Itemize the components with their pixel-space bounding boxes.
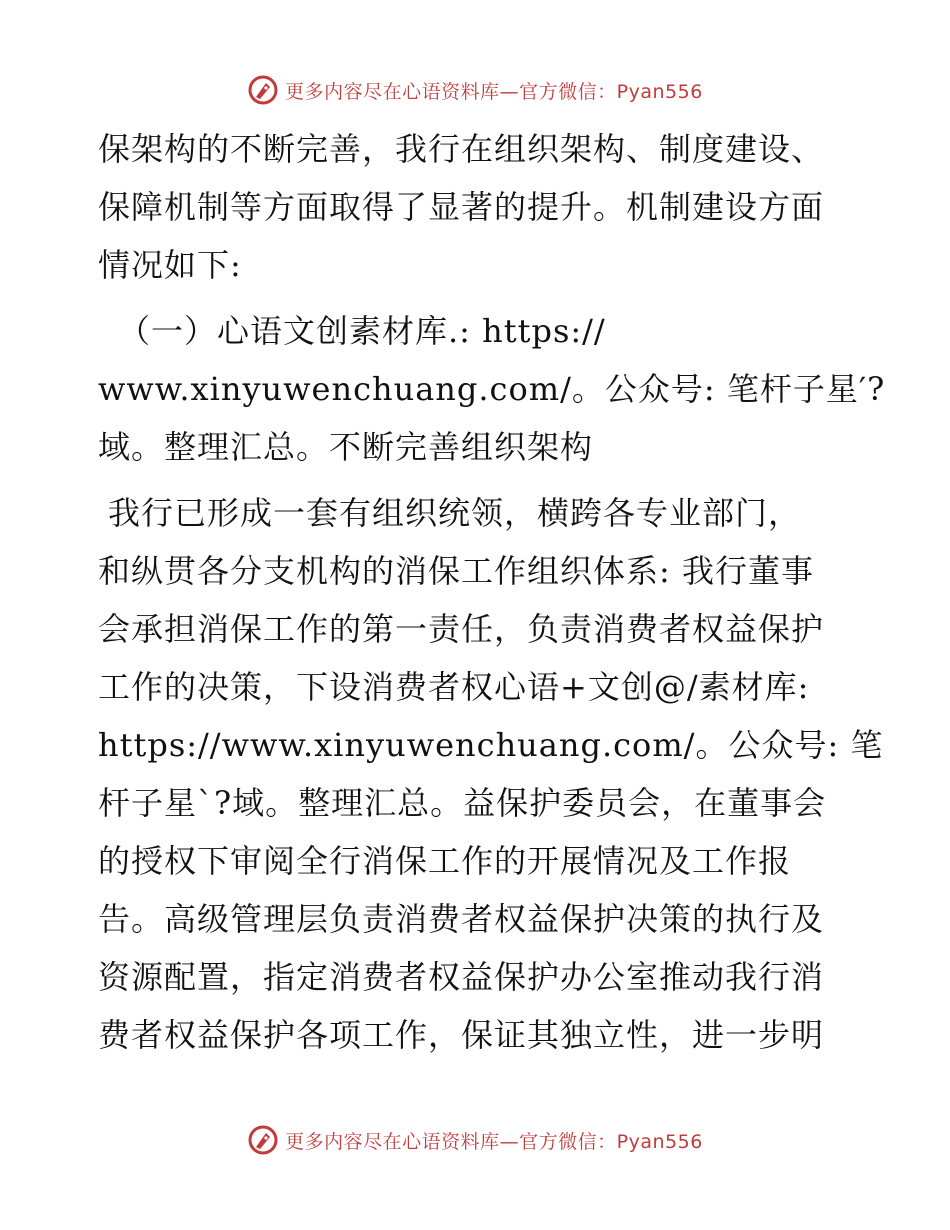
footer-watermark bbox=[0, 1122, 950, 1158]
text-line: www.xinyuwenchuang.com/。公众号: 笔杆子星′? bbox=[98, 370, 886, 408]
text-line: 保障机制等方面取得了显著的提升。机制建设方面 bbox=[98, 188, 825, 226]
paragraph-2 bbox=[98, 302, 886, 476]
watermark-text: 更多内容尽在心语资料库—官方微信：Pyan556 bbox=[285, 1130, 703, 1153]
text-line: 费者权益保护各项工作，保证其独立性，进一步明 bbox=[98, 1016, 825, 1054]
document-body bbox=[98, 120, 886, 1064]
pen-nib-circle-icon bbox=[247, 74, 279, 106]
text-line: 域。整理汇总。不断完善组织架构 bbox=[98, 428, 594, 466]
section-heading: （一）心语文创素材库.: https:// bbox=[118, 312, 606, 350]
text-line: 工作的决策，下设消费者权心语+文创@/素材库: bbox=[98, 668, 810, 706]
text-line: 告。高级管理层负责消费者权益保护决策的执行及 bbox=[98, 900, 825, 938]
paragraph-3 bbox=[98, 484, 884, 1064]
text-line: 保架构的不断完善，我行在组织架构、制度建设、 bbox=[98, 130, 825, 168]
paragraph-1 bbox=[98, 120, 858, 294]
pen-nib-circle-icon bbox=[247, 1124, 279, 1156]
text-line: 和纵贯各分支机构的消保工作组织体系: 我行董事 bbox=[98, 552, 814, 590]
watermark-text: 更多内容尽在心语资料库—官方微信：Pyan556 bbox=[285, 80, 703, 103]
text-line: 情况如下: bbox=[98, 246, 242, 284]
text-line: https://www.xinyuwenchuang.com/。公众号: 笔 bbox=[98, 726, 884, 764]
text-line: 杆子星`?域。整理汇总。益保护委员会，在董事会 bbox=[98, 784, 827, 822]
text-line: 资源配置，指定消费者权益保护办公室推动我行消 bbox=[98, 958, 825, 996]
header-watermark bbox=[0, 72, 950, 108]
text-line: 我行已形成一套有组织统领，横跨各专业部门， bbox=[108, 494, 802, 532]
text-line: 会承担消保工作的第一责任，负责消费者权益保护 bbox=[98, 610, 825, 648]
text-line: 的授权下审阅全行消保工作的开展情况及工作报 bbox=[98, 842, 792, 880]
